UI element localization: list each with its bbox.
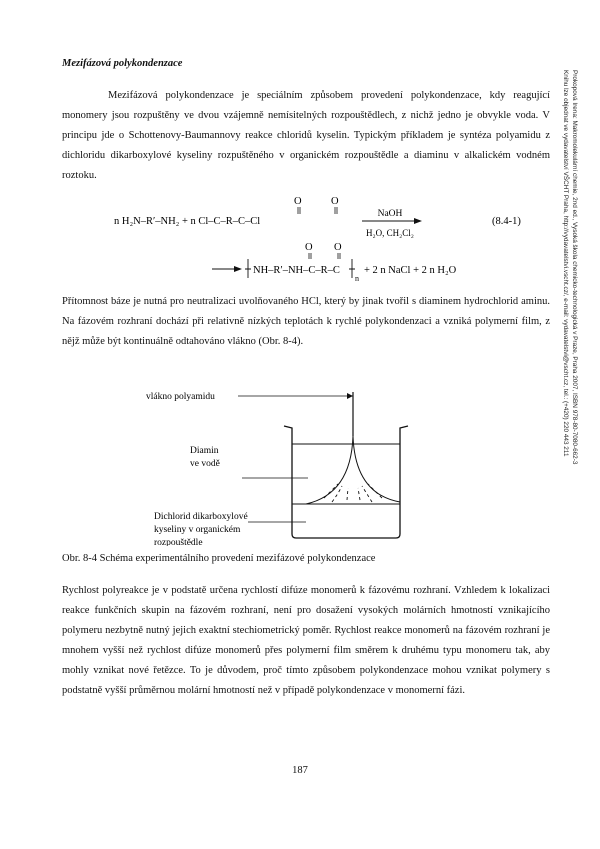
intro-paragraph — [62, 86, 550, 186]
label-dichloride-3: rozpouštědle — [154, 538, 203, 546]
side-note-line-1: Prokopová Irena: Makromolekulární chemie, 2nd ed., Vysoká škola chemicko-technologická v Praze, Praha 2007, ISBN 978-80-7080-662-3 — [571, 70, 578, 465]
diffusion-dashes — [324, 484, 382, 502]
reagent-solvents: H₂O, CH₂Cl₂ — [366, 228, 414, 238]
carbonyl-oxygen-4: O — [334, 242, 342, 253]
polymer-repeat-unit: NH–R′–NH–C–R–C — [253, 265, 340, 276]
figure-caption: Obr. 8-4 Schéma experimentálního provedení mezifázové polykondenzace — [62, 553, 376, 564]
equation-number: (8.4-1) — [492, 216, 521, 227]
side-note — [556, 40, 576, 600]
label-diamine-1: Diamin — [190, 446, 219, 456]
arrow-head-icon — [234, 266, 242, 272]
label-dichloride-1: Dichlorid dikarboxylové — [154, 512, 248, 522]
section-title: Mezifázová polykondenzace — [62, 58, 183, 69]
reaction-equation — [62, 192, 552, 284]
rate-text: Rychlost polyreakce je v podstatě určena rychlostí difúze monomerů k fázovému rozhraní. Vzhledem k lokalizaci reakce funkčních skupin na fázovém rozhraní, není pro dosažení vysokých molárních hmotností vznikajícího polymeru nezbytně nutný jejich exaktní stechiometrický poměr. Rychlost reakce monomerů na fázovém rozhraní je mnohem vyšší než rychlost difúze monomerů přes polymerní film směrem k druhému typu monomeru tak, aby mohly vznikat nové řetězce. To je důvodem, proč tímto způsobem polykondenzace mohou vznikat polymery s podstatně vyšší průměrnou molární hmotností než v případě polykondenzace v monomerní fázi. — [62, 585, 550, 696]
polymer-subscript: n — [355, 274, 359, 283]
label-dichloride-2: kyseliny v organickém — [154, 525, 241, 535]
label-diamine-2: ve vodě — [190, 459, 220, 469]
intro-text: Mezifázová polykondenzace je speciálním způsobem provedení polykondenzace, kdy reagující monomery jsou rozpuštěny ve dvou vzájemně nemísitelných rozpouštědlech, z nichž jedno je obvykle voda. V principu jde o Schottenovy-Baumannovy reakce chloridů kyselin. Typickým příkladem je syntéza polyamidu z dichloridu dikarboxylové kyseliny rozpuštěného v organickém rozpouštědle a diaminu v alkalickém vodném roztoku. — [62, 90, 550, 181]
carbonyl-oxygen-1: O — [294, 196, 302, 207]
figure-beaker — [62, 386, 482, 546]
rate-paragraph — [62, 581, 550, 701]
base-paragraph — [62, 292, 550, 352]
arrow-head-icon — [347, 393, 353, 399]
carbonyl-oxygen-3: O — [305, 242, 313, 253]
beaker — [284, 426, 408, 538]
page-number: 187 — [292, 765, 308, 776]
side-note-line-2: Knihu lze objednat ve vydavatelství VŠCHT Praha, http://vydavatelstvi.vscht.cz/, e-mail: vydavatelstvi@vscht.cz, tel.: (+420) 220 443 211 — [562, 70, 569, 457]
reagent-naoh: NaOH — [377, 209, 403, 219]
bracket-left — [245, 259, 251, 278]
label-fiber: vlákno polyamidu — [146, 392, 215, 402]
byproducts: + 2 n NaCl + 2 n H₂O — [364, 265, 457, 276]
arrow-head-icon — [414, 218, 422, 224]
base-text: Přítomnost báze je nutná pro neutralizaci uvolňovaného HCl, který by jinak tvořil s diaminem hydrochlorid aminu. Na fázovém rozhraní dochází při relativně nízkých teplotách k rychlé polykondenzaci a vzniká polymerní film, z nějž může být kontinuálně odtahováno vlákno (Obr. 8-4). — [62, 296, 550, 347]
polymer-film-cone — [306, 436, 400, 504]
reactants: n H₂N–R′–NH₂ + n Cl–C–R–C–Cl — [114, 216, 261, 227]
carbonyl-oxygen-2: O — [331, 196, 339, 207]
